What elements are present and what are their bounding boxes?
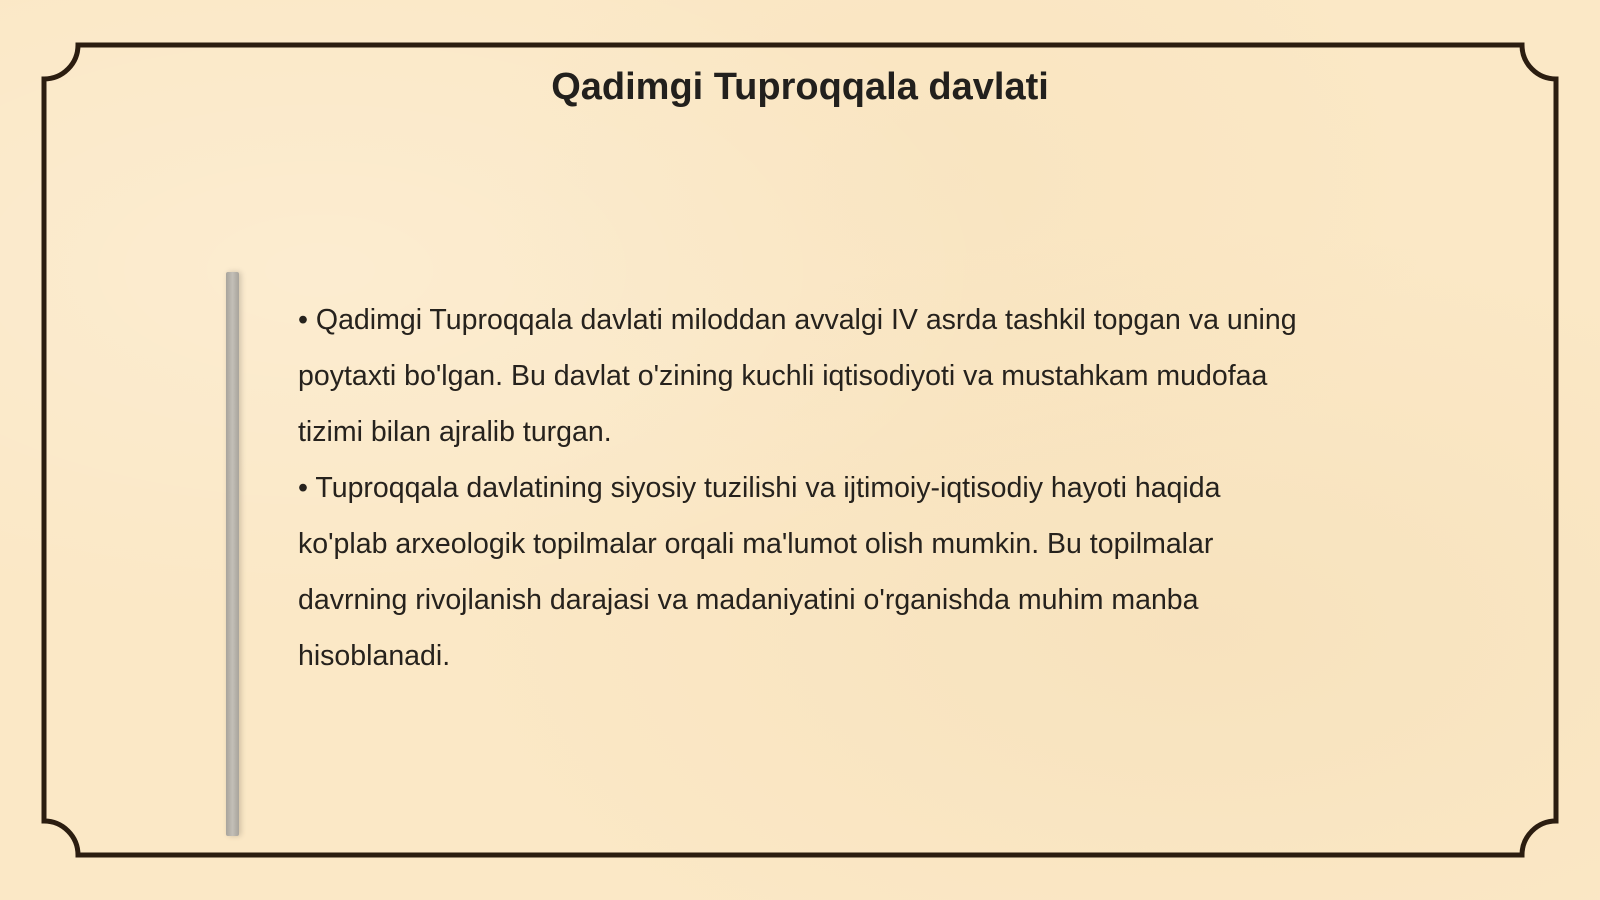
bullet-item: • Qadimgi Tuproqqala davlati miloddan avvalgi IV asrda tashkil topgan va uning poytaxti bo'lgan. Bu davlat o'zining kuchli iqtisodiyoti va mustahkam mudofaa tizimi bilan ajralib turgan. bbox=[298, 304, 1297, 448]
slide-body bbox=[298, 292, 1308, 684]
accent-bar bbox=[226, 272, 239, 836]
bullet-item: • Tuproqqala davlatining siyosiy tuzilishi va ijtimoiy-iqtisodiy hayoti haqida ko'plab arxeologik topilmalar orqali ma'lumot olish mumkin. Bu topilmalar davrning rivojlanish darajasi va madaniyatini o'rganishda muhim manba hisoblanadi. bbox=[298, 472, 1221, 672]
slide-title: Qadimgi Tuproqqala davlati bbox=[551, 66, 1049, 108]
